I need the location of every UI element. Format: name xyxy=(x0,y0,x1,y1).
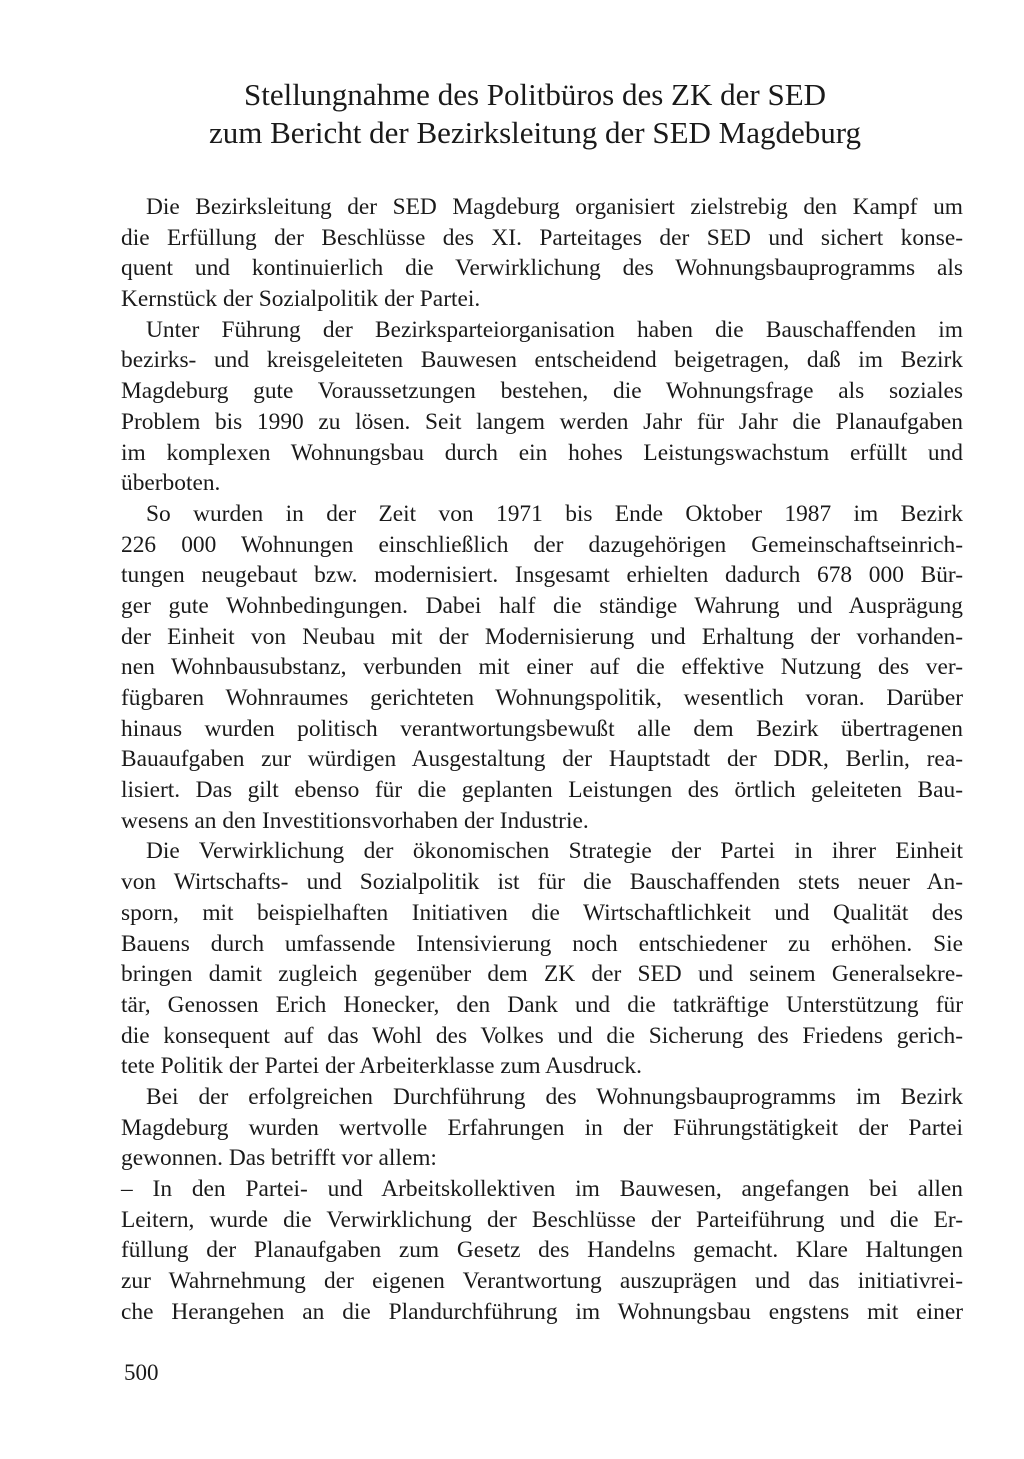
text-line: fügbaren Wohnraumes gerichteten Wohnungspolitik, wesentlich voran. Darüber xyxy=(121,685,963,711)
title-line-2: zum Bericht der Bezirksleitung der SED Magdeburg xyxy=(209,115,861,150)
text-line: – In den Partei- und Arbeitskollektiven im Bauwesen, angefangen bei allen xyxy=(121,1176,963,1202)
text-line: füllung der Planaufgaben zum Gesetz des Handelns gemacht. Klare Haltungen xyxy=(121,1237,963,1264)
text-line: 226 000 Wohnungen einschließlich der dazugehörigen Gemeinschaftseinrich- xyxy=(121,531,963,558)
text-line: ger gute Wohnbedingungen. Dabei half die ständige Wahrung und Ausprägung xyxy=(121,592,963,619)
paragraph-5 xyxy=(121,1082,963,1174)
text-line: Kernstück der Sozialpolitik der Partei. xyxy=(121,286,481,313)
text-line: Bauaufgaben zur würdigen Ausgestaltung der Hauptstadt der DDR, Berlin, rea- xyxy=(121,746,963,773)
text-line: hinaus wurden politisch verantwortungsbewußt alle dem Bezirk übertragenen xyxy=(121,715,963,742)
text-line: So wurden in der Zeit von 1971 bis Ende Oktober 1987 im Bezirk xyxy=(146,500,963,527)
text-line: Die Bezirksleitung der SED Magdeburg organisiert zielstrebig den Kampf um xyxy=(146,194,963,220)
text-line: Bauens durch umfassende Intensivierung noch entschiedener zu erhöhen. Sie xyxy=(121,930,963,957)
paragraph-1 xyxy=(121,192,963,315)
text-line: quent und kontinuierlich die Verwirklichung des Wohnungsbauprogramms als xyxy=(121,255,963,282)
text-line: im komplexen Wohnungsbau durch ein hohes Leistungswachstum erfüllt und xyxy=(121,439,963,466)
title-line-1: Stellungnahme des Politbüros des ZK der SED xyxy=(243,77,827,112)
paragraph-6 xyxy=(121,1174,963,1327)
page-title xyxy=(100,76,970,152)
text-line: Problem bis 1990 zu lösen. Seit langem werden Jahr für Jahr die Planaufgaben xyxy=(121,408,963,435)
text-line: Magdeburg gute Voraussetzungen bestehen, die Wohnungsfrage als soziales xyxy=(121,378,963,405)
text-line: die konsequent auf das Wohl des Volkes und die Sicherung des Friedens gerich- xyxy=(121,1022,963,1049)
page-number: 500 xyxy=(124,1360,159,1385)
text-line: überboten. xyxy=(121,470,221,497)
text-line: gewonnen. Das betrifft vor allem: xyxy=(121,1145,437,1172)
text-line: bezirks- und kreisgeleiteten Bauwesen entscheidend beigetragen, daß im Bezirk xyxy=(121,347,963,374)
text-line: tete Politik der Partei der Arbeiterklasse zum Ausdruck. xyxy=(121,1053,642,1080)
text-line: nen Wohnbausubstanz, verbunden mit einer auf die effektive Nutzung des ver- xyxy=(121,654,963,681)
text-line: zur Wahrnehmung der eigenen Verantwortung auszuprägen und das initiativrei- xyxy=(121,1268,963,1295)
text-line: Magdeburg wurden wertvolle Erfahrungen in der Führungstätigkeit der Partei xyxy=(121,1114,963,1141)
text-line: bringen damit zugleich gegenüber dem ZK der SED und seinem Generalsekre- xyxy=(121,961,963,988)
text-line: Die Verwirklichung der ökonomischen Strategie der Partei in ihrer Einheit xyxy=(146,838,963,865)
text-line: tär, Genossen Erich Honecker, den Dank und die tatkräftige Unterstützung für xyxy=(121,991,963,1018)
text-line: sporn, mit beispielhaften Initiativen die Wirtschaftlichkeit und Qualität des xyxy=(121,899,963,926)
text-line: lisiert. Das gilt ebenso für die geplanten Leistungen des örtlich geleiteten Bau- xyxy=(121,777,963,804)
text-line: che Herangehen an die Plandurchführung im Wohnungsbau engstens mit einer xyxy=(121,1298,963,1325)
text-line: die Erfüllung der Beschlüsse des XI. Parteitages der SED und sichert konse- xyxy=(121,224,963,251)
text-line: Leitern, wurde die Verwirklichung der Beschlüsse der Parteiführung und die Er- xyxy=(121,1206,963,1233)
paragraph-4 xyxy=(121,836,963,1082)
body-text xyxy=(121,192,963,1327)
text-line: Bei der erfolgreichen Durchführung des Wohnungsbauprogramms im Bezirk xyxy=(146,1083,963,1110)
paragraph-3 xyxy=(121,499,963,837)
text-line: von Wirtschafts- und Sozialpolitik ist für die Bauschaffenden stets neuer An- xyxy=(121,869,963,896)
text-line: Unter Führung der Bezirksparteiorganisation haben die Bauschaffenden im xyxy=(146,316,963,343)
text-line: tungen neugebaut bzw. modernisiert. Insgesamt erhielten dadurch 678 000 Bür- xyxy=(121,562,963,589)
text-line: der Einheit von Neubau mit der Modernisierung und Erhaltung der vorhanden- xyxy=(121,623,963,650)
text-line: wesens an den Investitionsvorhaben der Industrie. xyxy=(121,807,589,834)
paragraph-2 xyxy=(121,315,963,499)
